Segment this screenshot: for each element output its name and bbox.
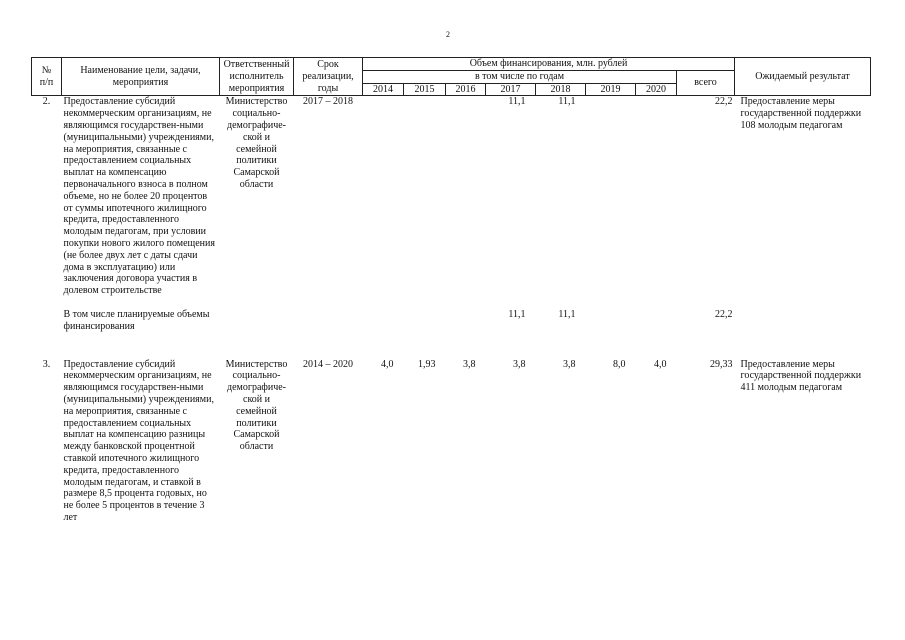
row-value: 3,8 (463, 358, 476, 370)
header-term: Срок реализации, годы (294, 58, 363, 96)
row-value (363, 96, 404, 297)
row-number: 2. (42, 96, 51, 108)
row-value (636, 309, 677, 333)
row-value (586, 96, 636, 297)
table-row (32, 359, 871, 524)
row-value: 1,93 (418, 358, 436, 370)
financing-table (31, 57, 871, 524)
row-value: 11,1 (508, 96, 526, 108)
header-year: 2015 (404, 83, 446, 96)
header-year: 2014 (363, 83, 404, 96)
header-name: Наименование цели, задачи, мероприятия (62, 58, 220, 96)
header-no: № п/п (32, 58, 62, 96)
row-number (32, 309, 62, 333)
row-term: 2014 – 2020 (303, 358, 353, 370)
row-name: В том числе планируемые объемы финансирования (63, 308, 210, 332)
row-value: 11,1 (558, 96, 576, 108)
row-responsible: Министерство социально-демографиче-ской и семейной политики Самарской области (225, 358, 288, 453)
row-value: 8,0 (613, 358, 626, 370)
row-responsible: Министерство социально-демографиче-ской и семейной политики Самарской области (225, 96, 288, 190)
header-responsible: Ответственный исполнитель мероприятия (220, 58, 294, 96)
table-row (32, 309, 871, 333)
header-year: 2020 (636, 83, 677, 96)
row-total: 22,2 (715, 96, 733, 108)
row-number: 3. (42, 358, 51, 370)
header-year: 2018 (536, 83, 586, 96)
row-result: Предоставление меры государственной поддержки 108 молодым педагогам (740, 96, 862, 131)
row-result: Предоставление меры государственной поддержки 411 молодым педагогам (740, 358, 862, 394)
row-responsible (220, 309, 294, 333)
row-value: 4,0 (381, 358, 394, 370)
row-name: Предоставление субсидий некоммерческим организациям, не являющимся государствен-ными (муниципальными) учреждениями, на мероприятия, связанные с предоставлением социальных выплат на компенсацию первоначального взноса в полном объеме, но не более 20 процентов от суммы ипотечного жилищного кредита, предоставленного молодым педагогам, при условии покупки нового жилого помещения (не более двух лет с даты сдачи дома в эксплуатацию) или заключения договора участия в долевом строительстве (63, 96, 215, 297)
header-year: 2016 (446, 83, 486, 96)
header-funding: Объем финансирования, млн. рублей (363, 58, 735, 71)
row-name: Предоставление субсидий некоммерческим организациям, не являющимся государствен-ными (муниципальными) учреждениями, на мероприятия, связанные с предоставлением социальных выплат на компенсацию разницы между банковской процентной ставкой ипотечного жилищного кредита, предоставленного молодым педагогам, и ставкой в размере 8,5 процента годовых, но не более 5 процентов в течение 3 лет (63, 358, 214, 523)
row-value: 3,8 (563, 358, 576, 370)
row-result (735, 309, 871, 333)
row-value (446, 309, 486, 333)
row-value: 11,1 (508, 308, 526, 320)
row-total: 22,2 (715, 308, 733, 320)
row-term: 2017 – 2018 (303, 96, 353, 108)
row-term (294, 309, 363, 333)
row-total: 29,33 (710, 358, 733, 370)
row-value (636, 96, 677, 297)
table-row (32, 96, 871, 297)
header-total: всего (677, 70, 735, 96)
header-year: 2017 (486, 83, 536, 96)
header-result: Ожидаемый результат (735, 58, 871, 96)
row-value (363, 309, 404, 333)
row-value (404, 96, 446, 297)
row-value: 4,0 (654, 358, 667, 370)
row-value: 3,8 (513, 358, 526, 370)
header-by-years: в том числе по годам (363, 70, 677, 83)
row-value: 11,1 (558, 308, 576, 320)
row-value (586, 309, 636, 333)
row-value (446, 96, 486, 297)
page-number: 2 (446, 30, 450, 39)
header-year: 2019 (586, 83, 636, 96)
row-value (404, 309, 446, 333)
